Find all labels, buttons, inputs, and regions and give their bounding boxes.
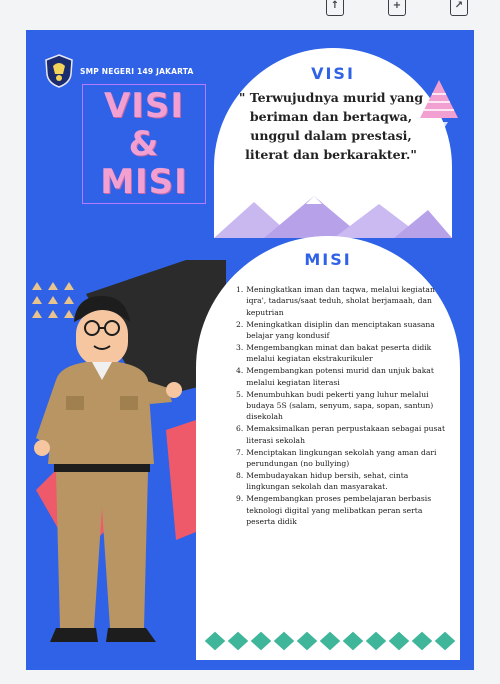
school-crest-icon bbox=[44, 54, 74, 88]
misi-item: 6. Memaksimalkan peran perpustakaan sebagai pusat literasi sekolah bbox=[236, 424, 445, 445]
misi-item: 7. Menciptakan lingkungan sekolah yang aman dari perundungan (no bullying) bbox=[236, 447, 437, 469]
heading-misi: MISI bbox=[100, 162, 188, 202]
heading-visi: VISI bbox=[103, 86, 185, 126]
misi-item: 9. Mengembangkan proses pembelajaran berbasis teknologi digital yang melibatkan peran serta peserta didik bbox=[236, 494, 432, 527]
misi-card bbox=[196, 236, 460, 660]
visi-misi-heading bbox=[82, 84, 206, 204]
diamond-border-decoration bbox=[196, 630, 460, 652]
share-icon[interactable]: ↑ bbox=[326, 0, 344, 16]
heading-ampersand: & bbox=[128, 124, 160, 164]
misi-item: 8. Membudayakan hidup bersih, sehat, cinta lingkungan sekolah dan masyarakat. bbox=[236, 471, 409, 492]
triangle-stripes-decoration bbox=[418, 78, 460, 138]
misi-item: 3. Mengembangkan minat dan bakat peserta didik melalui kegiatan ekstrakurikuler bbox=[236, 343, 432, 364]
school-name: SMP NEGERI 149 JAKARTA bbox=[80, 66, 194, 76]
misi-item: 4. Mengembangkan potensi murid dan unjuk bakat melalui kegiatan literasi bbox=[236, 366, 434, 387]
visi-statement: " Terwujudnya murid yang beriman dan bertaqwa, unggul dalam prestasi, literat dan berkarakter." bbox=[238, 90, 424, 162]
mountains-decoration bbox=[214, 190, 452, 240]
misi-item: 2. Meningkatkan disiplin dan menciptakan suasana belajar yang kondusif bbox=[236, 319, 435, 341]
add-page-icon[interactable]: + bbox=[388, 0, 406, 16]
misi-list bbox=[236, 284, 450, 528]
export-icon[interactable]: ↗ bbox=[450, 0, 468, 16]
school-header bbox=[44, 54, 193, 88]
poster bbox=[26, 30, 474, 670]
misi-item: 1. Meningkatkan iman dan taqwa, melalui kegiatan iqra', tadarus/saat teduh, sholat berjamaah, dan keputrian bbox=[236, 285, 435, 317]
editor-toolbar bbox=[0, 0, 500, 22]
misi-title: MISI bbox=[304, 250, 352, 269]
misi-item: 5. Menumbuhkan budi pekerti yang luhur melalui budaya 5S (salam, senyum, sapa, sopan, santun) disekolah bbox=[236, 389, 434, 422]
visi-title: VISI bbox=[311, 64, 355, 83]
